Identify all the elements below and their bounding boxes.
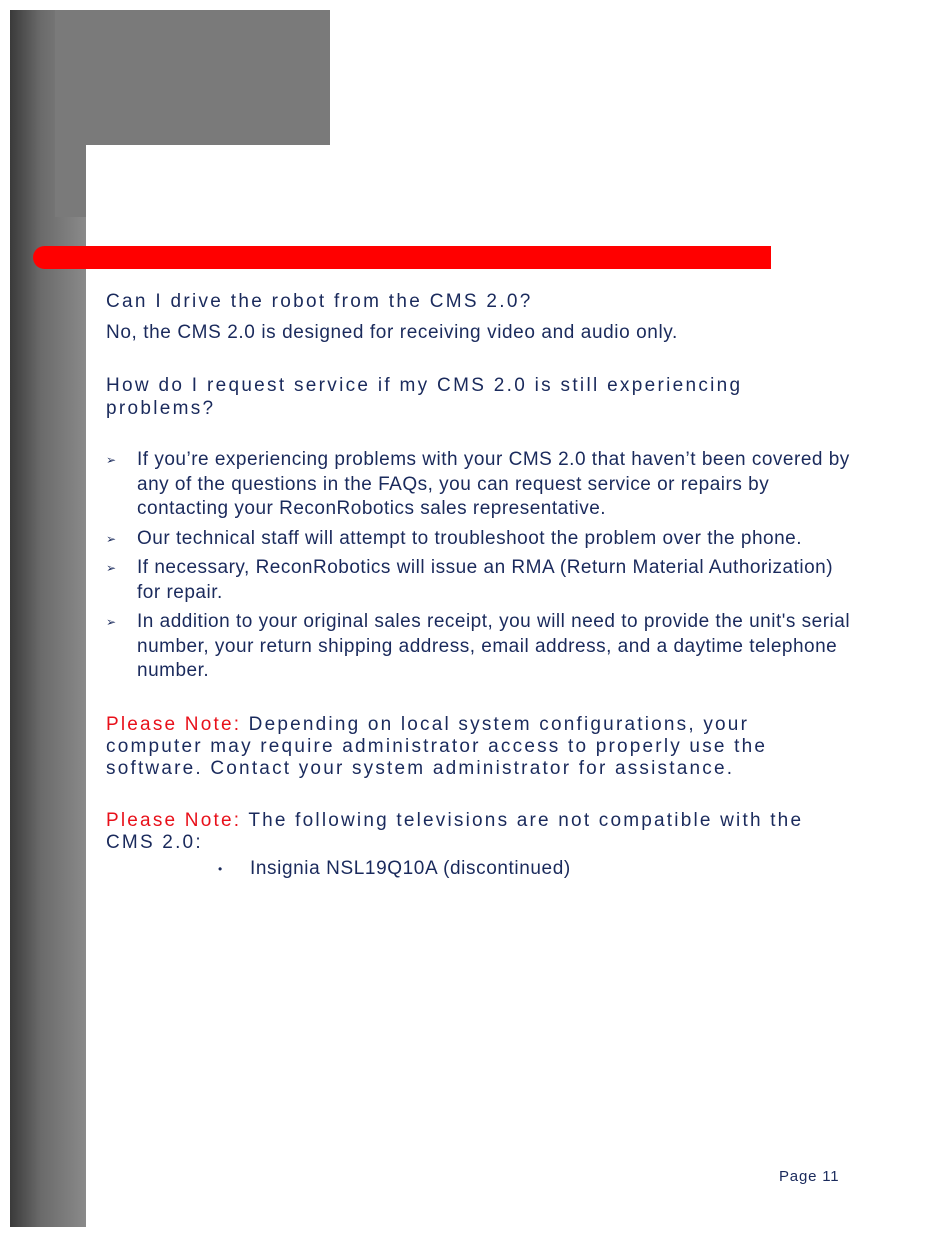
faq-question-request-service: How do I request service if my CMS 2.0 is still experiencing problems? bbox=[106, 375, 743, 419]
faq-question-drive-robot: Can I drive the robot from the CMS 2.0? bbox=[106, 291, 533, 312]
note-label: Please Note: bbox=[106, 713, 242, 735]
note-text: Depending on local system configurations, your computer may require administrator access to properly use the software. Contact your system administrator for assistance. bbox=[106, 713, 768, 779]
red-header-bar bbox=[33, 246, 771, 269]
list-item bbox=[106, 527, 851, 552]
service-steps-list bbox=[106, 448, 851, 684]
note-text: The following televisions are not compatible with the CMS 2.0: bbox=[106, 809, 804, 853]
note-label: Please Note: bbox=[106, 809, 242, 831]
page-content bbox=[106, 290, 851, 881]
incompatible-tv-list bbox=[106, 857, 851, 881]
list-item bbox=[106, 857, 851, 881]
arrow-bullet-icon: ➢ bbox=[106, 453, 117, 467]
list-item bbox=[106, 448, 851, 522]
note-incompatible-tvs bbox=[106, 810, 851, 854]
bullet-dot-icon: • bbox=[218, 861, 223, 876]
list-item-text: Insignia NSL19Q10A (discontinued) bbox=[250, 857, 571, 879]
corner-curve-decoration bbox=[86, 145, 146, 225]
page-number: Page 11 bbox=[779, 1168, 840, 1185]
arrow-bullet-icon: ➢ bbox=[106, 561, 117, 575]
list-item-text: In addition to your original sales receipt, you will need to provide the unit's serial number, your return shipping address, email address, and a daytime telephone number. bbox=[137, 611, 851, 681]
list-item-text: If necessary, ReconRobotics will issue an RMA (Return Material Authorization) for repair. bbox=[137, 557, 834, 603]
list-item bbox=[106, 610, 851, 684]
list-item-text: Our technical staff will attempt to troubleshoot the problem over the phone. bbox=[137, 527, 802, 549]
arrow-bullet-icon: ➢ bbox=[106, 615, 117, 629]
corner-fill-decoration bbox=[55, 145, 86, 217]
list-item bbox=[106, 556, 851, 605]
arrow-bullet-icon: ➢ bbox=[106, 531, 117, 546]
faq-answer-drive-robot: No, the CMS 2.0 is designed for receiving video and audio only. bbox=[106, 322, 678, 343]
list-item-text: If you’re experiencing problems with your CMS 2.0 that haven’t been covered by any of the questions in the FAQs, you can request service or repairs by contacting your ReconRobotics sales representative. bbox=[137, 449, 850, 519]
header-block-decoration bbox=[55, 10, 330, 145]
note-admin-access bbox=[106, 714, 851, 780]
